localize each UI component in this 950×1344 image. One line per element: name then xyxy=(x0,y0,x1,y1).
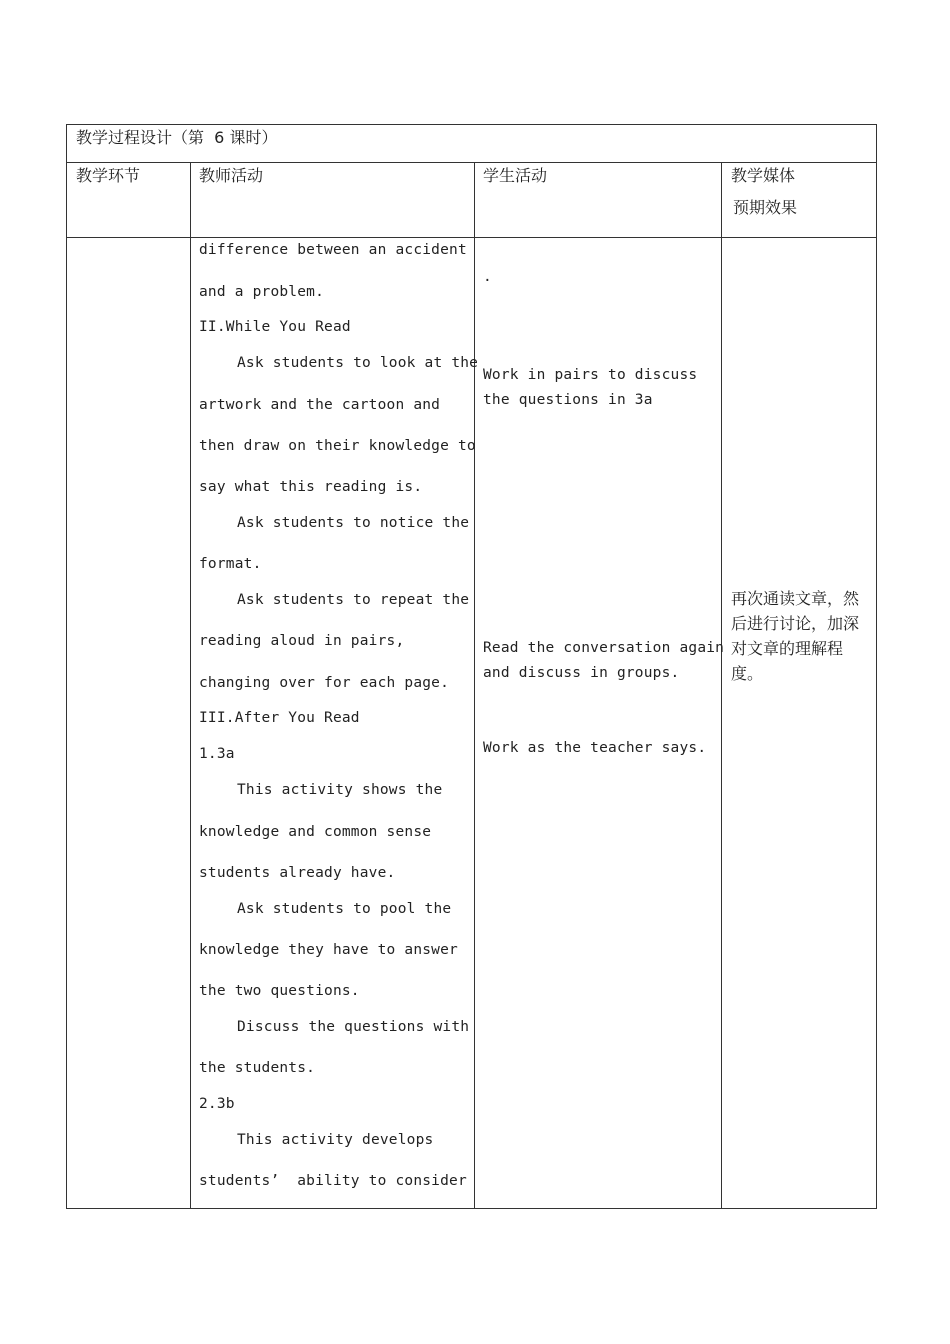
header-row-divider xyxy=(66,237,877,238)
column-divider-1 xyxy=(190,162,191,1209)
header-teacher-activity: 教师活动 xyxy=(199,166,264,185)
student-line: Work as the teacher says. xyxy=(483,740,707,756)
header-stage: 教学环节 xyxy=(76,166,141,185)
teacher-line: II.While You Read xyxy=(199,319,351,335)
table-left-border xyxy=(66,124,67,1209)
student-line: Work in pairs to discuss xyxy=(483,367,698,383)
teacher-line: Ask students to notice the xyxy=(237,515,470,531)
teacher-line: knowledge and common sense xyxy=(199,824,432,840)
media-line: 度。 xyxy=(731,664,764,683)
title-row-divider xyxy=(66,162,877,163)
teacher-line: the students. xyxy=(199,1060,316,1076)
teacher-line: the two questions. xyxy=(199,983,360,999)
teacher-line: This activity develops xyxy=(237,1132,434,1148)
teacher-line: students’ ability to consider xyxy=(199,1173,467,1189)
teacher-line: 2.3b xyxy=(199,1096,235,1112)
column-divider-3 xyxy=(721,162,722,1209)
teacher-line: Discuss the questions with xyxy=(237,1019,470,1035)
media-line: 对文章的理解程 xyxy=(731,639,844,658)
student-line: and discuss in groups. xyxy=(483,665,680,681)
teacher-line: knowledge they have to answer xyxy=(199,942,458,958)
table-title: 教学过程设计（第 6 课时） xyxy=(76,128,278,147)
teacher-line: 1.3a xyxy=(199,746,235,762)
teacher-line: artwork and the cartoon and xyxy=(199,397,441,413)
teacher-line: Ask students to repeat the xyxy=(237,592,470,608)
teacher-line: This activity shows the xyxy=(237,782,443,798)
media-line: 后进行讨论，加深 xyxy=(731,614,860,633)
teacher-line: then draw on their knowledge to xyxy=(199,438,476,454)
teacher-line: difference between an accident xyxy=(199,242,467,258)
teacher-line: format. xyxy=(199,556,262,572)
media-line: 再次通读文章，然 xyxy=(731,589,860,608)
column-divider-2 xyxy=(474,162,475,1209)
teacher-line: Ask students to pool the xyxy=(237,901,452,917)
header-media: 教学媒体 xyxy=(731,166,796,185)
teacher-line: III.After You Read xyxy=(199,710,360,726)
teacher-line: say what this reading is. xyxy=(199,479,423,495)
teacher-line: reading aloud in pairs, xyxy=(199,633,405,649)
student-line: Read the conversation again xyxy=(483,640,725,656)
teacher-line: Ask students to look at the xyxy=(237,355,479,371)
table-bottom-border xyxy=(66,1208,877,1209)
teacher-line: and a problem. xyxy=(199,284,325,300)
table-right-border xyxy=(876,124,877,1209)
teacher-line: changing over for each page. xyxy=(199,675,450,691)
student-line: the questions in 3a xyxy=(483,392,653,408)
header-expected-effect: 预期效果 xyxy=(733,198,798,217)
student-line: . xyxy=(483,269,492,285)
header-student-activity: 学生活动 xyxy=(483,166,548,185)
table-top-border xyxy=(66,124,877,125)
teacher-line: students already have. xyxy=(199,865,396,881)
